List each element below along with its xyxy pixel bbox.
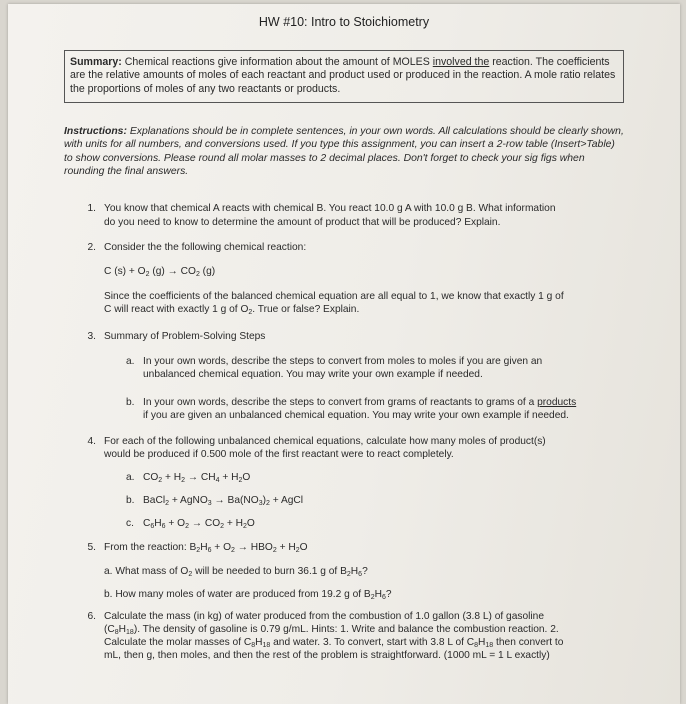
summary-underlined: involved the (432, 56, 490, 68)
chemical-equation: BaCl$_2$ + AgNO$_3$ → $Ba(NO_3)_2$ + AgCl (143, 495, 304, 507)
summary-label: Summary: (70, 56, 122, 68)
question-number: 2. (87, 242, 96, 253)
question-text: C will react with exactly 1 g of $O_2$. True or false? Explain. (104, 304, 360, 316)
page-title: HW #10: Intro to Stoichiometry (258, 15, 430, 29)
question-text: Since the coefficients of the balanced chemical equation are all equal to 1, we know that exactly 1 g of (104, 291, 564, 302)
summary-text-2: reaction. The coefficients are the relative amounts of moles of each reactant and product used or produced in the reaction. A mole ratio relates the proportions of moles of any two reactants or products. (70, 56, 616, 95)
chemical-equation: C $(s) + O_2$ $(g) \to CO_2$ (g) (104, 266, 216, 278)
worksheet-page (8, 4, 680, 704)
subpart-label: c. (126, 518, 134, 529)
subpart-text: if you are given an unbalanced chemical equation. You may write your own example if needed. (143, 410, 569, 421)
question-text: $(C_8H_{18})$. The density of gasoline is 0.79 g/mL. Hints: 1. Write and balance the combustion reaction. 2. (104, 624, 559, 636)
subpart-text: In your own words, describe the steps to convert from grams of reactants to grams of a products (143, 397, 577, 408)
question-text: For each of the following unbalanced chemical equations, calculate how many moles of product(s) (104, 436, 546, 447)
question-number: 6. (87, 611, 96, 622)
question-text: do you need to know to determine the amount of product that will be produced? Explain. (104, 217, 501, 228)
subpart-label: b. (126, 397, 135, 408)
chemical-equation: $CO_2 + H_2 \to CH_4 + H_2O$ (143, 472, 251, 484)
question-number: 4. (87, 436, 96, 447)
summary-box (64, 50, 624, 103)
question-number: 3. (87, 331, 96, 342)
chemical-equation: $C_6H_6 + O_2 \to CO_2 + H_2O$ (143, 518, 255, 530)
question-text: You know that chemical A reacts with chemical B. You react 10.0 g A with 10.0 g B. What information (104, 203, 556, 214)
question-text: Consider the the following chemical reaction: (104, 242, 307, 253)
question-text: would be produced if 0.500 mole of the first reactant were to react completely. (104, 449, 454, 460)
subpart-label: a. (126, 356, 135, 367)
subpart-text: unbalanced chemical equation. You may write your own example if needed. (143, 369, 483, 380)
question-number: 5. (87, 542, 96, 553)
question-text: Calculate the mass (in kg) of water produced from the combustion of 1.0 gallon (3.8 L) of gasoline (104, 611, 544, 622)
question-text: Summary of Problem-Solving Steps (104, 331, 266, 342)
question-text: From the reaction: $B_2H_6 + O_2 \to HBO_2 + H_2O$ (104, 542, 308, 554)
subpart-text: b. How many moles of water are produced from 19.2 g of $B_2H_6$? (104, 589, 392, 601)
subpart-text: In your own words, describe the steps to convert from moles to moles if you are given an (143, 356, 543, 367)
summary-text-1: Chemical reactions give information about the amount of MOLES (121, 56, 433, 68)
subpart-text: a. What mass of $O_2$ will be needed to burn 36.1 g of $B_2H_6$? (104, 566, 368, 578)
question-text: mL, then g, then moles, and then the rest of the problem is straightforward. (1000 mL = 1 L exactly) (104, 650, 550, 661)
instructions-text: Explanations should be in complete sentences, in your own words. All calculations should be clearly shown, with units for all numbers, and conversions used. If you type this assignment, you can insert a 2-row table (Insert>Table) to show conversions. Please round all molar masses to 2 decimal places. Don't forget to check your sig figs when rounding the final answers. (64, 126, 624, 178)
question-text: Calculate the molar masses of $C_8H_{18}$ and water. 3. To convert, start with 3.8 L of $C_8H_{18}$ then convert to (104, 637, 564, 649)
instructions (64, 125, 624, 179)
question-number: 1. (87, 203, 96, 214)
instructions-label: Instructions: (64, 126, 127, 137)
subpart-label: b. (126, 495, 135, 506)
subpart-label: a. (126, 472, 135, 483)
